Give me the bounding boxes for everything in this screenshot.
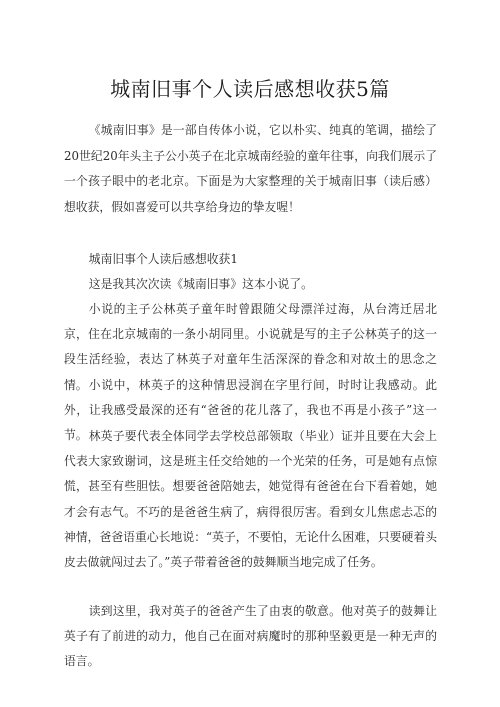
body-paragraph-1: 这是我其次次读《城南旧事》这本小说了。 bbox=[88, 277, 313, 291]
body-paragraph-2: 小说的主子公林英子童年时曾跟随父母漂洋过海，从台湾迁居北京，住在北京城南的一条小胡同里。小说就是写的主子公林英子的这一段生活经验，表达了林英子对童年生活深深的眷念和对故土的思念之情。 bbox=[64, 302, 437, 392]
body-paragraph-3: 小说中，林英子的这种情思浸润在字里行间，时时让我感动。此外，让我感受最深的还有“爸爸的花儿落了，我也不再是小孩子”这一节。 bbox=[64, 378, 437, 443]
document-title: 城南旧事个人读后感想收获5篇 bbox=[110, 77, 390, 101]
body-paragraph-5: 读到这里，我对英子的爸爸产生了由衷的敬意。他对英子的鼓舞让英子有了前进的动力，他自己在面对病魔时的那种坚毅更是一种无声的语言。 bbox=[64, 604, 437, 669]
intro-paragraph: 《城南旧事》是一部自传体小说，它以朴实、纯真的笔调，描绘了20世纪20年头主子公小英子在北京城南经验的童年往事，向我们展示了一个孩子眼中的老北京。下面是为大家整理的关于城南旧事（读后感）想收获，假如喜爱可以共享给身边的挚友喔！ bbox=[64, 123, 437, 214]
body-paragraph-4: 林英子要代表全体同学去学校总部领取（毕业）证并且要在大会上代表大家致谢词，这是班主任交给她的一个光荣的任务，可是她有点惊慌，甚至有些胆怯。想要爸爸陪她去，她觉得有爸爸在台下看着她，她才会有志气。不巧的是爸爸生病了，病得很厉害。看到女儿焦虑忐忑的神情，爸爸语重心长地说：“英子，不要怕，无论什么困难，只要硬着头皮去做就闯过去了。”英子带着爸爸的鼓舞顺当地完成了任务。 bbox=[64, 429, 437, 570]
section-heading: 城南旧事个人读后感想收获1 bbox=[88, 252, 238, 266]
